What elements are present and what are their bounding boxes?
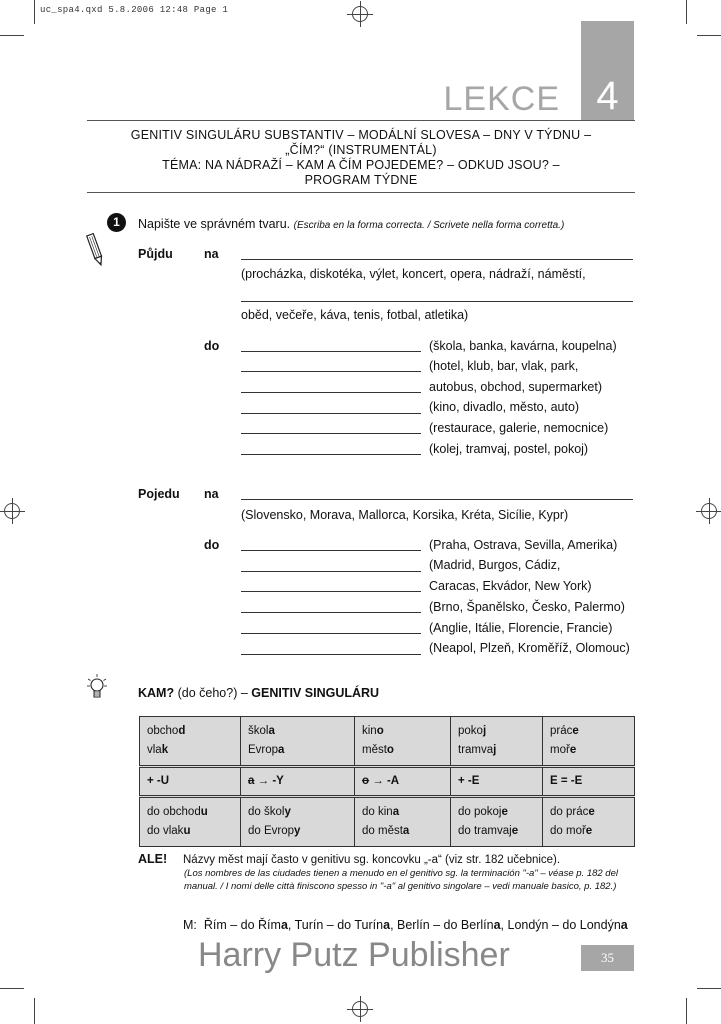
table-cell: škola Evropa: [241, 717, 355, 767]
answer-line[interactable]: [241, 371, 421, 372]
table-cell: práce moře: [543, 717, 635, 767]
table-row-forms: [140, 797, 635, 847]
lesson-topics: [88, 128, 634, 188]
lightbulb-icon: [86, 673, 108, 703]
crop-mark: [0, 35, 24, 36]
grammar-heading: [138, 686, 379, 700]
table-cell: obchod vlak: [140, 717, 241, 767]
verb-pujdu: Půjdu: [138, 247, 173, 261]
kam-label: KAM?: [138, 686, 175, 700]
crop-mark: [0, 988, 24, 989]
city-examples: M: Řím – do Říma, Turín – do Turína, Berlín – do Berlína, Londýn – do Londýna: [183, 918, 628, 932]
exercise-number-badge: 1: [107, 213, 126, 232]
instruction-translation: (Escriba en la forma correcta. / Scrivete nella forma corretta.): [293, 220, 565, 231]
topics-rule: [87, 192, 635, 193]
prep-na: na: [204, 487, 219, 501]
hint-text: (Anglie, Itálie, Florencie, Francie): [429, 621, 613, 635]
genitive-table: [139, 716, 635, 847]
hint-text: (Neapol, Plzeň, Kroměříž, Olomouc): [429, 641, 630, 655]
rule-cell: E = -E: [543, 767, 635, 797]
hint-text: (Brno, Španělsko, Česko, Palermo): [429, 600, 625, 614]
hint-text: (kino, divadlo, město, auto): [429, 400, 580, 414]
arrow-icon: →: [372, 775, 384, 787]
struck-ending: o: [362, 775, 370, 787]
answer-line[interactable]: [241, 654, 421, 655]
prep-do: do: [204, 339, 220, 353]
answer-line[interactable]: [241, 259, 633, 260]
hint-text: autobus, obchod, supermarket): [429, 380, 603, 394]
answer-line[interactable]: [241, 454, 421, 455]
ale-text: Názvy měst mají často v genitivu sg. koncovku „-a“ (viz str. 182 učebnice).: [183, 854, 561, 866]
crop-mark: [686, 0, 687, 24]
answer-line[interactable]: [241, 633, 421, 634]
table-cell: kino město: [355, 717, 451, 767]
registration-mark: [701, 503, 717, 519]
arrow-icon: →: [257, 775, 270, 787]
answer-line[interactable]: [241, 413, 421, 414]
hint-text: (Madrid, Burgos, Cádiz,: [429, 558, 561, 572]
answer-line[interactable]: [241, 550, 421, 551]
answer-line[interactable]: [241, 612, 421, 613]
ale-translation-note: (Los nombres de las ciudades tienen a menudo en el genitivo sg. la terminación "-a" – véase p. 182 del manual. / I nomi delle città finiscono spesso in "-a" al genitivo singolare – vedi manuale basico, p. 182.): [184, 868, 618, 892]
kam-question: (do čeho?): [177, 686, 238, 700]
lesson-title: LEKCE: [443, 80, 560, 118]
hint-text: Caracas, Ekvádor, New York): [429, 579, 592, 593]
table-cell: pokoj tramvaj: [451, 717, 543, 767]
answer-line[interactable]: [241, 301, 633, 302]
crop-mark: [697, 988, 721, 989]
registration-mark: [352, 1001, 368, 1017]
topic-line: GENITIV SINGULÁRU SUBSTANTIV – MODÁLNÍ SLOVESA – DNY V TÝDNU –: [130, 128, 592, 142]
hint-text: (restaurace, galerie, nemocnice): [429, 421, 609, 435]
topic-line: PROGRAM TÝDNE: [304, 173, 418, 187]
table-cell: do práce do moře: [543, 797, 635, 847]
registration-mark: [352, 6, 368, 22]
rule-cell: a → -Y: [241, 767, 355, 797]
answer-line[interactable]: [241, 433, 421, 434]
hint-text: (Slovensko, Morava, Mallorca, Korsika, Kréta, Sicílie, Kypr): [241, 508, 569, 522]
ale-label: ALE!: [138, 852, 168, 866]
example-prefix: M:: [183, 918, 197, 932]
prep-do: do: [204, 538, 220, 552]
answer-line[interactable]: [241, 351, 421, 352]
rule-cell: + -U: [140, 767, 241, 797]
prep-na: na: [204, 247, 219, 261]
table-row-base: [140, 717, 635, 767]
hint-text: (hotel, klub, bar, vlak, park,: [429, 359, 579, 373]
hint-text: oběd, večeře, káva, tenis, fotbal, atletika): [241, 308, 469, 322]
crop-mark: [697, 35, 721, 36]
table-cell: do kina do města: [355, 797, 451, 847]
rule-cell: + -E: [451, 767, 543, 797]
answer-line[interactable]: [241, 499, 633, 500]
crop-mark: [686, 998, 687, 1024]
genitive-heading: GENITIV SINGULÁRU: [251, 686, 380, 700]
top-rule: [87, 120, 635, 121]
table-cell: do pokoje do tramvaje: [451, 797, 543, 847]
instruction-text: Napište ve správném tvaru.: [138, 217, 291, 231]
crop-mark: [34, 998, 35, 1024]
rule-cell: o → -A: [355, 767, 451, 797]
kam-dash: –: [240, 686, 248, 700]
pencil-icon: [86, 232, 104, 268]
answer-line[interactable]: [241, 591, 421, 592]
crop-mark: [34, 0, 35, 24]
verb-pojedu: Pojedu: [138, 487, 180, 501]
file-header: uc_spa4.qxd 5.8.2006 12:48 Page 1: [40, 5, 229, 15]
topic-line: TÉMA: NA NÁDRAŽÍ – KAM A ČÍM POJEDEME? – ODKUD JSOU? –: [162, 158, 560, 172]
table-cell: do obchodu do vlaku: [140, 797, 241, 847]
table-cell: do školy do Evropy: [241, 797, 355, 847]
table-row-rule: [140, 767, 635, 797]
hint-text: (škola, banka, kavárna, koupelna): [429, 339, 617, 353]
lesson-number: 4: [596, 74, 619, 118]
answer-line[interactable]: [241, 392, 421, 393]
page-number: 35: [581, 945, 634, 971]
answer-line[interactable]: [241, 571, 421, 572]
hint-text: (Praha, Ostrava, Sevilla, Amerika): [429, 538, 618, 552]
hint-text: (procházka, diskotéka, výlet, koncert, opera, nádraží, náměstí,: [241, 267, 586, 281]
topic-line: „ČÍM?“ (INSTRUMENTÁL): [285, 143, 437, 157]
struck-ending: a: [248, 775, 255, 787]
exercise-instruction: [138, 217, 564, 231]
registration-mark: [4, 503, 20, 519]
hint-text: (kolej, tramvaj, postel, pokoj): [429, 442, 589, 456]
publisher-watermark: Harry Putz Publisher: [198, 936, 510, 974]
